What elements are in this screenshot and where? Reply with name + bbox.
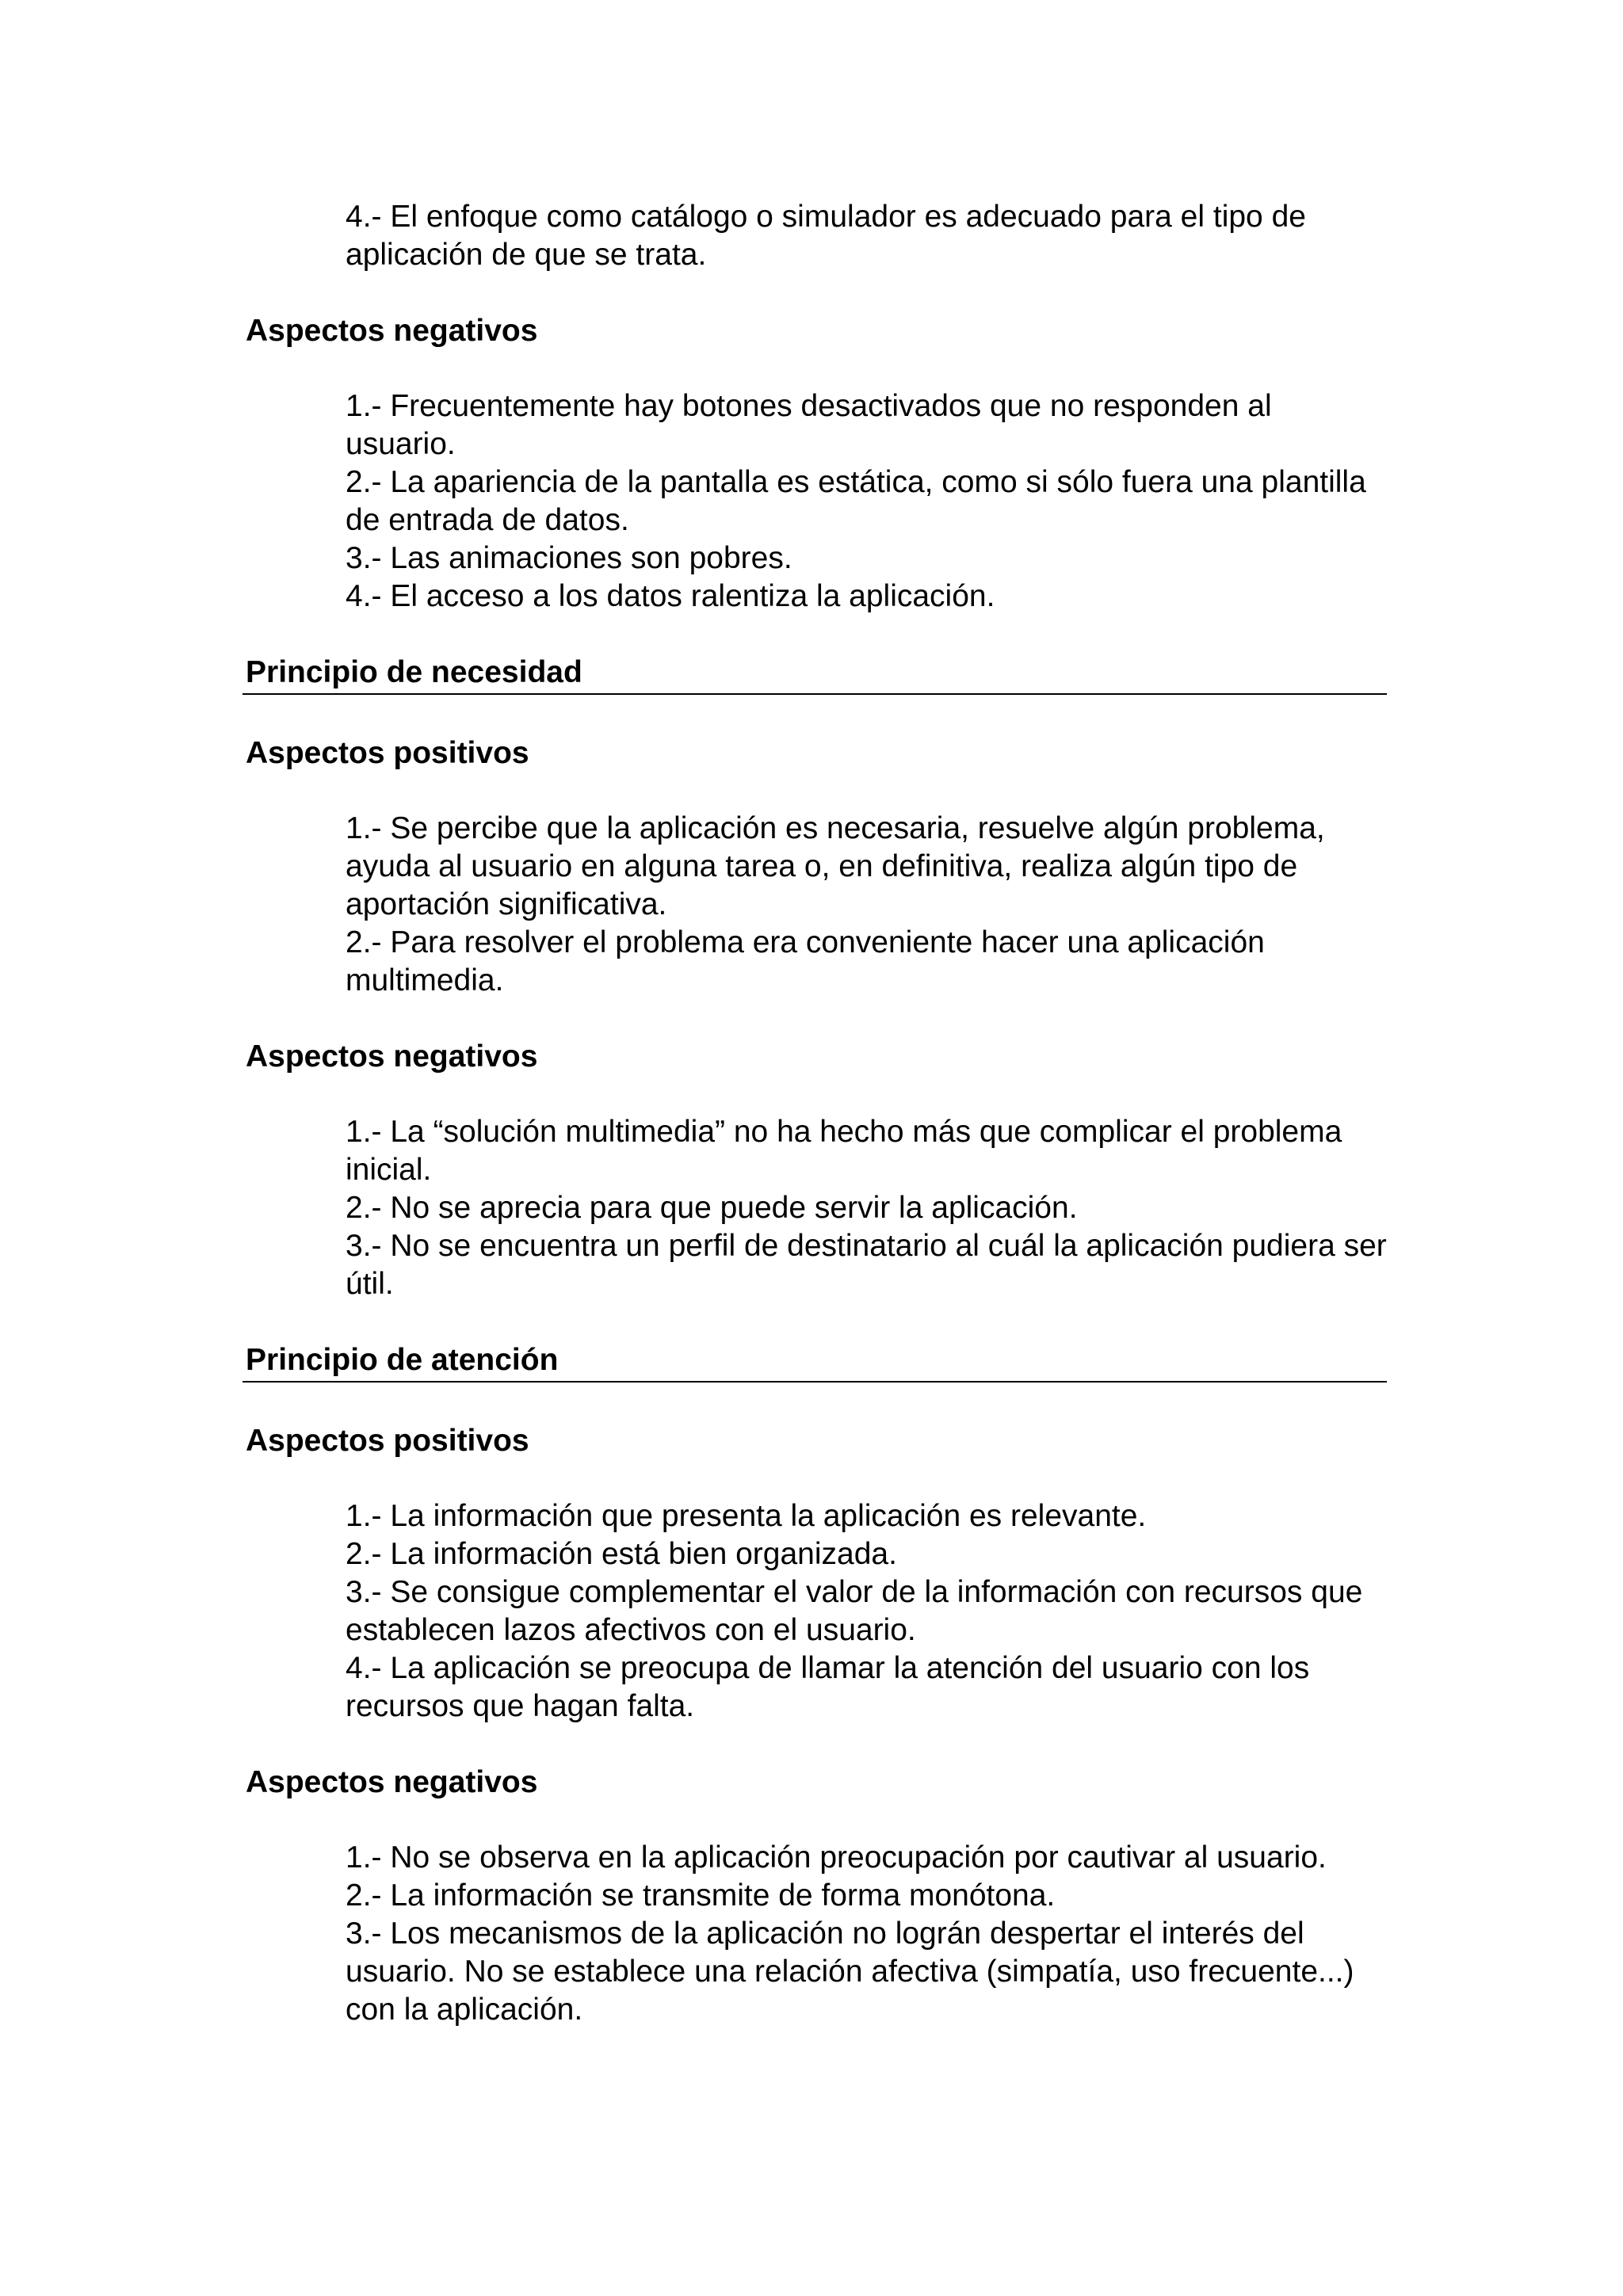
spacer: [246, 1383, 1387, 1422]
list-item: 1.- La “solución multimedia” no ha hecho más que complicar el problema inicial.: [346, 1115, 1342, 1187]
item-list: [346, 198, 1387, 274]
list-item: 1.- Frecuentemente hay botones desactivados que no responden al usuario.: [346, 389, 1272, 461]
spacer: [246, 1076, 1387, 1113]
spacer: [246, 1802, 1387, 1839]
section-subheading: Aspectos positivos: [246, 736, 529, 770]
list-item: 3.- Se consigue complementar el valor de la información con recursos que establecen lazos afectivos con el usuario.: [346, 1575, 1363, 1647]
list-item: 1.- La información que presenta la aplicación es relevante.: [346, 1499, 1147, 1533]
spacer: [246, 695, 1387, 734]
item-list: [346, 1497, 1387, 1726]
section-subheading: Aspectos positivos: [246, 1424, 529, 1458]
spacer: [246, 1460, 1387, 1497]
item-list: [346, 810, 1387, 1000]
list-item: 3.- Las animaciones son pobres.: [346, 541, 792, 575]
list-item: 2.- Para resolver el problema era conveniente hacer una aplicación multimedia.: [346, 925, 1265, 997]
list-item: 1.- No se observa en la aplicación preocupación por cautivar al usuario.: [346, 1840, 1327, 1875]
item-list: [346, 1113, 1387, 1303]
list-item: 4.- El acceso a los datos ralentiza la aplicación.: [346, 579, 995, 613]
list-item: 2.- La información está bien organizada.: [346, 1537, 897, 1571]
principle-heading: Principio de necesidad: [242, 654, 1387, 695]
list-item: 2.- La información se transmite de forma monótona.: [346, 1878, 1056, 1913]
spacer: [246, 274, 1387, 312]
list-item: 2.- No se aprecia para que puede servir la aplicación.: [346, 1191, 1078, 1225]
item-list: [346, 387, 1387, 616]
spacer: [246, 1726, 1387, 1764]
item-list: [346, 1839, 1387, 2029]
list-item: 2.- La apariencia de la pantalla es estática, como si sólo fuera una plantilla de entrada de datos.: [346, 465, 1366, 537]
principle-heading: Principio de atención: [242, 1341, 1387, 1383]
spacer: [246, 1303, 1387, 1341]
list-item: 4.- El enfoque como catálogo o simulador es adecuado para el tipo de aplicación de que se trata.: [346, 200, 1306, 272]
section-subheading: Aspectos negativos: [246, 314, 538, 348]
spacer: [246, 1000, 1387, 1038]
spacer: [246, 616, 1387, 654]
section-subheading: Aspectos negativos: [246, 1039, 538, 1074]
list-item: 4.- La aplicación se preocupa de llamar la atención del usuario con los recursos que hagan falta.: [346, 1651, 1310, 1723]
list-item: 3.- Los mecanismos de la aplicación no lográn despertar el interés del usuario. No se establece una relación afectiva (simpatía, uso frecuente...) con la aplicación.: [346, 1917, 1354, 2027]
list-item: 3.- No se encuentra un perfil de destinatario al cuál la aplicación pudiera ser útil.: [346, 1229, 1387, 1301]
list-item: 1.- Se percibe que la aplicación es necesaria, resuelve algún problema, ayuda al usuario en alguna tarea o, en definitiva, realiza algún tipo de aportación significativa.: [346, 811, 1325, 921]
spacer: [246, 350, 1387, 387]
section-subheading: Aspectos negativos: [246, 1765, 538, 1799]
document-body: [246, 198, 1387, 2029]
spacer: [246, 772, 1387, 810]
